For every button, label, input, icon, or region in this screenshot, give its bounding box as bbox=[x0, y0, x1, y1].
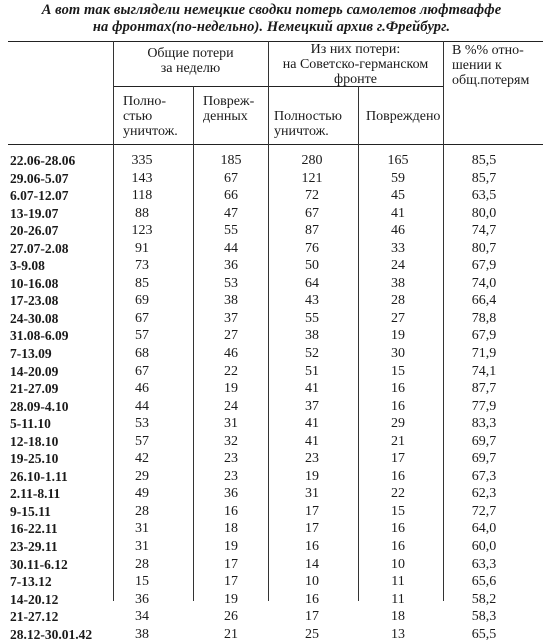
east-damaged-cell: 16 bbox=[391, 468, 405, 484]
east-destroyed-cell: 38 bbox=[305, 328, 319, 344]
east-damaged-cell: 45 bbox=[391, 188, 405, 204]
percent-cell: 63,5 bbox=[471, 188, 497, 204]
period-cell: 26.10-1.11 bbox=[10, 468, 68, 484]
east-damaged-cell: 15 bbox=[391, 503, 405, 519]
period-cell: 9-15.11 bbox=[10, 503, 51, 519]
table-row bbox=[0, 468, 543, 486]
percent-cell: 69,7 bbox=[471, 451, 497, 467]
east-damaged-cell: 16 bbox=[391, 398, 405, 414]
header-total-line-1: Общие потери bbox=[147, 46, 234, 61]
total-damaged-cell: 38 bbox=[224, 293, 238, 309]
east-damaged-cell: 59 bbox=[391, 170, 405, 186]
subheader-east-destroyed-line-1: Полностью bbox=[274, 109, 342, 124]
east-destroyed-cell: 16 bbox=[305, 591, 319, 607]
total-damaged-cell: 53 bbox=[224, 275, 238, 291]
subheader-total-damaged-line-2: денных bbox=[203, 109, 248, 124]
header-total-line-2: за неделю bbox=[160, 61, 221, 76]
east-destroyed-cell: 67 bbox=[305, 205, 319, 221]
period-cell: 13-19.07 bbox=[10, 205, 59, 221]
total-destroyed-cell: 38 bbox=[135, 626, 149, 642]
subheader-east-damaged-line-1: Повреждено bbox=[366, 109, 441, 124]
east-damaged-cell: 17 bbox=[391, 451, 405, 467]
east-destroyed-cell: 55 bbox=[305, 310, 319, 326]
total-damaged-cell: 32 bbox=[224, 433, 238, 449]
percent-cell: 77,9 bbox=[471, 398, 497, 414]
period-cell: 28.12-30.01.42 bbox=[10, 626, 93, 642]
total-damaged-cell: 36 bbox=[224, 486, 238, 502]
total-destroyed-cell: 28 bbox=[135, 556, 149, 572]
percent-cell: 66,4 bbox=[471, 293, 497, 309]
total-damaged-cell: 19 bbox=[224, 539, 238, 555]
total-destroyed-cell: 53 bbox=[135, 416, 149, 432]
period-cell: 5-11.10 bbox=[10, 416, 51, 432]
percent-cell: 87,7 bbox=[471, 381, 497, 397]
table-row bbox=[0, 503, 543, 521]
east-damaged-cell: 21 bbox=[391, 433, 405, 449]
east-damaged-cell: 29 bbox=[391, 416, 405, 432]
east-destroyed-cell: 87 bbox=[305, 223, 319, 239]
percent-cell: 67,9 bbox=[471, 328, 497, 344]
header-total-losses bbox=[113, 46, 268, 76]
total-destroyed-cell: 118 bbox=[131, 188, 153, 204]
total-destroyed-cell: 85 bbox=[135, 275, 149, 291]
total-destroyed-cell: 68 bbox=[135, 346, 149, 362]
percent-cell: 67,3 bbox=[471, 468, 497, 484]
total-damaged-cell: 17 bbox=[224, 574, 238, 590]
east-destroyed-cell: 50 bbox=[305, 258, 319, 274]
east-destroyed-cell: 41 bbox=[305, 381, 319, 397]
total-damaged-cell: 47 bbox=[224, 205, 238, 221]
east-damaged-cell: 11 bbox=[391, 574, 405, 590]
percent-cell: 80,7 bbox=[471, 240, 497, 256]
east-damaged-cell: 41 bbox=[391, 205, 405, 221]
period-cell: 28.09-4.10 bbox=[10, 398, 69, 414]
period-cell: 16-22.11 bbox=[10, 521, 58, 537]
subheader-east-destroyed-line-2: уничтож. bbox=[274, 124, 329, 139]
east-destroyed-cell: 51 bbox=[305, 363, 319, 379]
east-destroyed-cell: 37 bbox=[305, 398, 319, 414]
east-destroyed-cell: 280 bbox=[301, 153, 323, 168]
percent-cell: 60,0 bbox=[471, 539, 497, 555]
subheader-total-destroyed-line-2: стью bbox=[123, 109, 153, 124]
east-destroyed-cell: 41 bbox=[305, 433, 319, 449]
east-damaged-cell: 11 bbox=[391, 591, 405, 607]
east-damaged-cell: 38 bbox=[391, 275, 405, 291]
east-damaged-cell: 33 bbox=[391, 240, 405, 256]
percent-cell: 72,7 bbox=[471, 503, 497, 519]
percent-cell: 78,8 bbox=[471, 310, 497, 326]
subheader-total-damaged bbox=[203, 94, 268, 124]
total-destroyed-cell: 69 bbox=[135, 293, 149, 309]
period-cell: 7-13.09 bbox=[10, 346, 52, 362]
header-percent-line-2: шении к bbox=[452, 58, 502, 73]
total-destroyed-cell: 57 bbox=[135, 328, 149, 344]
table-row bbox=[0, 520, 543, 538]
total-damaged-cell: 37 bbox=[224, 310, 238, 326]
east-damaged-cell: 18 bbox=[391, 609, 405, 625]
east-destroyed-cell: 19 bbox=[305, 468, 319, 484]
east-destroyed-cell: 121 bbox=[301, 170, 323, 186]
total-damaged-cell: 19 bbox=[224, 591, 238, 607]
total-destroyed-cell: 46 bbox=[135, 381, 149, 397]
caption-line-1: А вот так выглядели немецкие сводки потерь самолетов люфтваффе bbox=[41, 2, 502, 18]
period-cell: 6.07-12.07 bbox=[10, 188, 69, 204]
east-damaged-cell: 24 bbox=[391, 258, 405, 274]
header-percent-line-1: В %% отно- bbox=[452, 43, 524, 58]
percent-cell: 65,6 bbox=[471, 574, 497, 590]
caption-line-2: на фронтах(по-недельно). Немецкий архив г.Фрейбург. bbox=[92, 19, 451, 35]
subheader-total-damaged-line-1: Повреж- bbox=[203, 94, 255, 109]
subheader-east-destroyed bbox=[274, 109, 358, 139]
east-destroyed-cell: 17 bbox=[305, 503, 319, 519]
east-destroyed-cell: 17 bbox=[305, 609, 319, 625]
east-destroyed-cell: 76 bbox=[305, 240, 319, 256]
period-cell: 14-20.09 bbox=[10, 363, 59, 379]
total-destroyed-cell: 88 bbox=[135, 205, 149, 221]
period-cell: 22.06-28.06 bbox=[10, 153, 76, 168]
total-destroyed-cell: 57 bbox=[135, 433, 149, 449]
caption bbox=[0, 2, 543, 36]
period-cell: 29.06-5.07 bbox=[10, 170, 69, 186]
east-damaged-cell: 16 bbox=[391, 521, 405, 537]
east-destroyed-cell: 16 bbox=[305, 539, 319, 555]
period-cell: 21-27.09 bbox=[10, 381, 59, 397]
total-destroyed-cell: 123 bbox=[131, 223, 153, 239]
total-destroyed-cell: 34 bbox=[135, 609, 149, 625]
header-east-line-2: на Советско-германском bbox=[282, 57, 429, 72]
total-damaged-cell: 67 bbox=[224, 170, 238, 186]
east-destroyed-cell: 10 bbox=[305, 574, 319, 590]
table-row bbox=[0, 626, 543, 643]
percent-cell: 83,3 bbox=[471, 416, 497, 432]
table-row bbox=[0, 170, 543, 188]
percent-cell: 74,7 bbox=[471, 223, 497, 239]
east-destroyed-cell: 43 bbox=[305, 293, 319, 309]
percent-cell: 63,3 bbox=[471, 556, 497, 572]
table-row bbox=[0, 450, 543, 468]
table-row bbox=[0, 205, 543, 223]
total-destroyed-cell: 91 bbox=[135, 240, 149, 256]
total-damaged-cell: 31 bbox=[224, 416, 238, 432]
header-east-line-3: фронте bbox=[334, 72, 377, 87]
total-damaged-cell: 16 bbox=[224, 503, 238, 519]
total-damaged-cell: 21 bbox=[224, 626, 238, 642]
percent-cell: 67,9 bbox=[471, 258, 497, 274]
table-row bbox=[0, 222, 543, 240]
east-destroyed-cell: 41 bbox=[305, 416, 319, 432]
table-row bbox=[0, 257, 543, 275]
east-destroyed-cell: 72 bbox=[305, 188, 319, 204]
east-damaged-cell: 13 bbox=[391, 626, 405, 642]
subheader-total-destroyed bbox=[123, 94, 193, 139]
total-damaged-cell: 22 bbox=[224, 363, 238, 379]
period-cell: 7-13.12 bbox=[10, 574, 52, 590]
east-damaged-cell: 30 bbox=[391, 346, 405, 362]
east-destroyed-cell: 52 bbox=[305, 346, 319, 362]
total-damaged-cell: 23 bbox=[224, 468, 238, 484]
total-destroyed-cell: 143 bbox=[131, 170, 153, 186]
table-row bbox=[0, 415, 543, 433]
header-east-line-1: Из них потери: bbox=[310, 42, 401, 57]
total-damaged-cell: 44 bbox=[224, 240, 238, 256]
percent-cell: 58,2 bbox=[471, 591, 497, 607]
total-damaged-cell: 24 bbox=[224, 398, 238, 414]
percent-cell: 74,1 bbox=[471, 363, 497, 379]
period-cell: 2.11-8.11 bbox=[10, 486, 61, 502]
table-row bbox=[0, 433, 543, 451]
east-damaged-cell: 15 bbox=[391, 363, 405, 379]
table-row bbox=[0, 292, 543, 310]
east-damaged-cell: 16 bbox=[391, 381, 405, 397]
table-row bbox=[0, 608, 543, 626]
header-percent bbox=[452, 43, 542, 88]
period-cell: 27.07-2.08 bbox=[10, 240, 69, 256]
total-destroyed-cell: 15 bbox=[135, 574, 149, 590]
total-damaged-cell: 185 bbox=[220, 153, 242, 168]
table-row bbox=[0, 310, 543, 328]
period-cell: 19-25.10 bbox=[10, 451, 59, 467]
east-damaged-cell: 22 bbox=[391, 486, 405, 502]
total-destroyed-cell: 67 bbox=[135, 363, 149, 379]
total-damaged-cell: 46 bbox=[224, 346, 238, 362]
percent-cell: 64,0 bbox=[471, 521, 497, 537]
total-destroyed-cell: 28 bbox=[135, 503, 149, 519]
table-row bbox=[0, 380, 543, 398]
subheader-total-destroyed-line-3: уничтож. bbox=[123, 124, 178, 139]
subheader-total-destroyed-line-1: Полно- bbox=[123, 94, 167, 109]
east-damaged-cell: 16 bbox=[391, 539, 405, 555]
table-row bbox=[0, 485, 543, 503]
losses-table bbox=[0, 41, 543, 642]
total-destroyed-cell: 29 bbox=[135, 468, 149, 484]
period-cell: 17-23.08 bbox=[10, 293, 59, 309]
total-destroyed-cell: 36 bbox=[135, 591, 149, 607]
east-destroyed-cell: 17 bbox=[305, 521, 319, 537]
header-east-front-losses bbox=[268, 42, 443, 87]
table-row bbox=[0, 275, 543, 293]
total-damaged-cell: 19 bbox=[224, 381, 238, 397]
table-row bbox=[0, 556, 543, 574]
east-destroyed-cell: 64 bbox=[305, 275, 319, 291]
percent-cell: 71,9 bbox=[471, 346, 497, 362]
total-damaged-cell: 66 bbox=[224, 188, 238, 204]
period-cell: 21-27.12 bbox=[10, 609, 59, 625]
percent-cell: 62,3 bbox=[471, 486, 497, 502]
table-row bbox=[0, 398, 543, 416]
total-destroyed-cell: 42 bbox=[135, 451, 149, 467]
east-damaged-cell: 27 bbox=[391, 310, 405, 326]
east-destroyed-cell: 23 bbox=[305, 451, 319, 467]
east-damaged-cell: 28 bbox=[391, 293, 405, 309]
total-destroyed-cell: 49 bbox=[135, 486, 149, 502]
total-damaged-cell: 17 bbox=[224, 556, 238, 572]
east-destroyed-cell: 31 bbox=[305, 486, 319, 502]
total-damaged-cell: 26 bbox=[224, 609, 238, 625]
period-cell: 23-29.11 bbox=[10, 539, 58, 555]
period-cell: 31.08-6.09 bbox=[10, 328, 69, 344]
east-damaged-cell: 46 bbox=[391, 223, 405, 239]
table-row bbox=[0, 152, 543, 170]
percent-cell: 85,5 bbox=[471, 153, 497, 168]
east-destroyed-cell: 14 bbox=[305, 556, 319, 572]
total-destroyed-cell: 31 bbox=[135, 521, 149, 537]
percent-cell: 85,7 bbox=[471, 170, 497, 186]
east-destroyed-cell: 25 bbox=[305, 626, 319, 642]
table-row bbox=[0, 240, 543, 258]
header-percent-line-3: общ.потерям bbox=[452, 73, 530, 88]
east-damaged-cell: 10 bbox=[391, 556, 405, 572]
table-row bbox=[0, 573, 543, 591]
period-cell: 20-26.07 bbox=[10, 223, 59, 239]
total-destroyed-cell: 335 bbox=[131, 153, 153, 168]
table-row bbox=[0, 591, 543, 609]
total-damaged-cell: 55 bbox=[224, 223, 238, 239]
period-cell: 14-20.12 bbox=[10, 591, 59, 607]
total-destroyed-cell: 31 bbox=[135, 539, 149, 555]
total-destroyed-cell: 73 bbox=[135, 258, 149, 274]
period-cell: 3-9.08 bbox=[10, 258, 45, 274]
total-damaged-cell: 18 bbox=[224, 521, 238, 537]
percent-cell: 65,5 bbox=[471, 626, 497, 642]
table-row bbox=[0, 327, 543, 345]
period-cell: 30.11-6.12 bbox=[10, 556, 68, 572]
total-damaged-cell: 23 bbox=[224, 451, 238, 467]
east-damaged-cell: 165 bbox=[387, 153, 409, 168]
percent-cell: 74,0 bbox=[471, 275, 497, 291]
percent-cell: 58,3 bbox=[471, 609, 497, 625]
table-row bbox=[0, 345, 543, 363]
total-destroyed-cell: 44 bbox=[135, 398, 149, 414]
period-cell: 10-16.08 bbox=[10, 275, 59, 291]
percent-cell: 69,7 bbox=[471, 433, 497, 449]
east-damaged-cell: 19 bbox=[391, 328, 405, 344]
header-bottom-rule bbox=[8, 144, 543, 145]
subheader-east-damaged bbox=[366, 109, 443, 124]
percent-cell: 80,0 bbox=[471, 205, 497, 221]
table-row bbox=[0, 363, 543, 381]
table-row bbox=[0, 187, 543, 205]
total-destroyed-cell: 67 bbox=[135, 310, 149, 326]
total-damaged-cell: 27 bbox=[224, 328, 238, 344]
period-cell: 12-18.10 bbox=[10, 433, 59, 449]
table-row bbox=[0, 538, 543, 556]
total-damaged-cell: 36 bbox=[224, 258, 238, 274]
period-cell: 24-30.08 bbox=[10, 310, 59, 326]
table-body bbox=[0, 152, 543, 643]
